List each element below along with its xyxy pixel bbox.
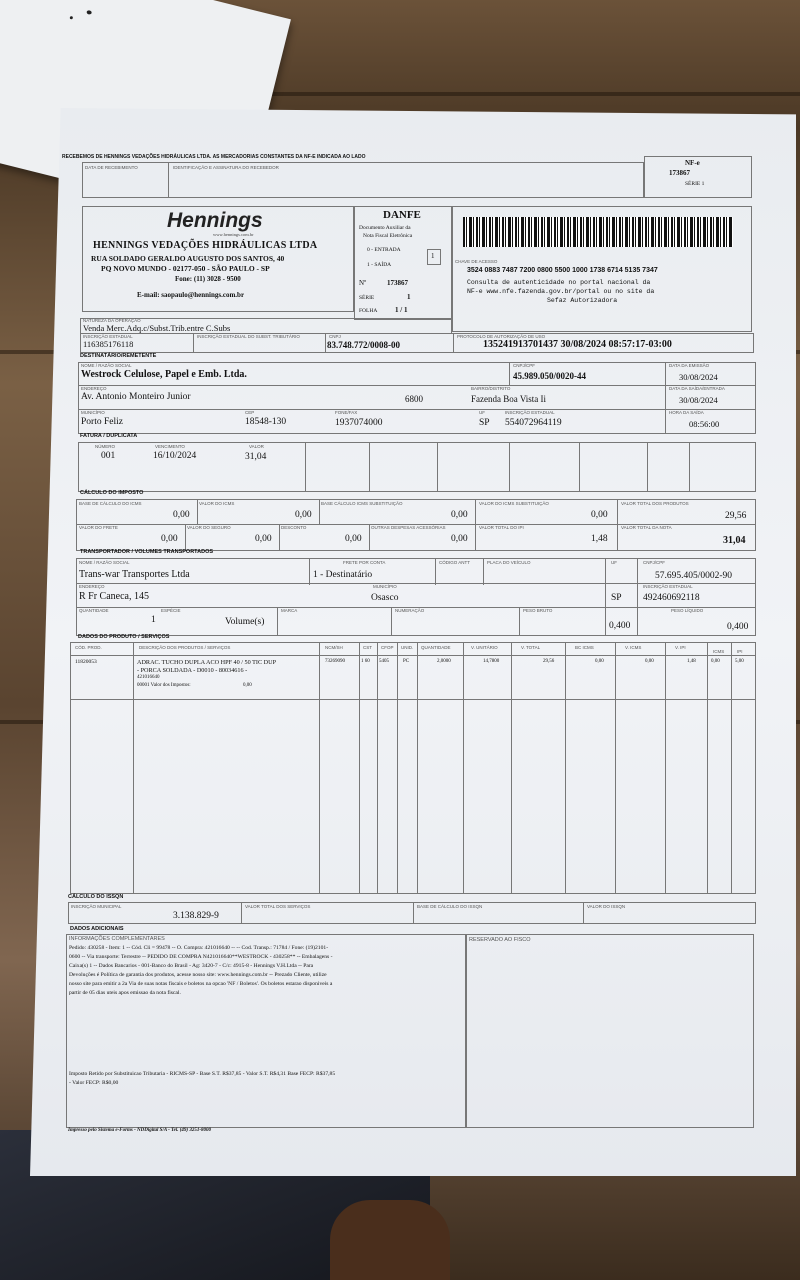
- col-cst: CST: [363, 645, 372, 650]
- products-section: DADOS DO PRODUTO / SERVIÇOS: [78, 634, 170, 640]
- row-cst: 1 60: [361, 659, 370, 664]
- protocol-label: PROTOCOLO DE AUTORIZAÇÃO DE USO: [457, 334, 546, 339]
- recipient-ie-label: INSCRIÇÃO ESTADUAL: [505, 410, 555, 415]
- transport-cnpj-label: CNPJ/CPF: [643, 560, 666, 565]
- transport-ie-label: INSCRIÇÃO ESTADUAL: [643, 584, 693, 589]
- recipient-time: 08:56:00: [689, 419, 720, 429]
- products-table: [70, 642, 756, 894]
- discount: 0,00: [345, 534, 362, 544]
- issuer-name: HENNINGS VEDAÇÕES HIDRÁULICAS LTDA: [93, 240, 318, 251]
- access-key-label: CHAVE DE ACESSO: [455, 259, 498, 264]
- recipient-ie: 554072964119: [505, 418, 562, 428]
- transport-section: TRANSPORTADOR / VOLUMES TRANSPORTADOS: [80, 549, 214, 555]
- recipient-address-label: ENDEREÇO: [81, 386, 107, 391]
- fisco-box: [466, 934, 754, 1128]
- issqn-im: 3.138.829-9: [173, 911, 219, 921]
- transport-gross: 0,400: [609, 621, 631, 631]
- additional-line: partir de 05 dias uteis apos emissao da nota fiscal.: [69, 990, 181, 996]
- st-line1: Imposto Retido por Substituicao Tributaria - RICMS-SP - Base S.T. R$37,85 - Valor S.T. R$4,31 Base FECP: R$37,85: [69, 1071, 336, 1077]
- row-qty: 2,0000: [437, 659, 451, 664]
- recipient-emission: 30/08/2024: [679, 372, 718, 382]
- row-icms: 0,00: [645, 659, 654, 664]
- gross-label: PESO BRUTO: [523, 608, 553, 613]
- col-aliq-ipi: IPI: [737, 649, 743, 654]
- col-qty: QUANTIDADE: [421, 645, 451, 650]
- col-code: CÓD. PROD.: [75, 645, 102, 650]
- danfe-document: [62, 150, 760, 1140]
- nfe-number: 173867: [669, 169, 690, 177]
- row-desc2: - PORCA SOLDADA - D0010 - 80034616 -: [137, 667, 248, 674]
- recipient-name: Westrock Celulose, Papel e Emb. Ltda.: [81, 369, 247, 380]
- transport-cnpj: 57.695.405/0002-90: [655, 571, 733, 581]
- invoice-due-label: VENCIMENTO: [155, 444, 185, 449]
- additional-section: DADOS ADICIONAIS: [70, 926, 124, 932]
- invoice-value-label: VALOR: [249, 444, 264, 449]
- time-label: HORA DA SAÍDA: [669, 410, 704, 415]
- emission-label: DATA DA EMISSÃO: [669, 363, 710, 368]
- issuer-logo: Hennings: [167, 209, 263, 232]
- antt-label: CÓDIGO ANTT: [439, 560, 471, 565]
- invoice-value: 31,04: [245, 452, 267, 462]
- taxes-section: CÁLCULO DO IMPOSTO: [80, 490, 144, 496]
- recipient-uf: SP: [479, 418, 490, 428]
- net-label: PESO LÍQUIDO: [671, 608, 704, 613]
- row-ncm: 73269090: [325, 659, 345, 664]
- nfe-stub: [644, 156, 752, 198]
- issqn-section: CÁLCULO DO ISSQN: [68, 894, 124, 900]
- recipient-phone: 1937074000: [335, 418, 383, 428]
- icms: 0,00: [295, 510, 312, 520]
- base-st-label: BASE CÁLCULO ICMS SUBSTITUIÇÃO: [321, 501, 403, 506]
- receipt-box: [82, 162, 644, 198]
- species-label: ESPÉCIE: [161, 608, 181, 613]
- transport-uf-label: UF: [611, 560, 617, 565]
- invoice-num: 001: [101, 451, 116, 461]
- phone-label: FONE/FAX: [335, 410, 358, 415]
- recipient-section: DESTINATÁRIO/REMETENTE: [80, 353, 157, 359]
- operation-nature: Venda Merc.Adq.c/Subst.Trib.entre C.Subs: [83, 323, 231, 333]
- nfe-label: NF-e: [685, 159, 700, 167]
- transport-city: Osasco: [371, 593, 399, 603]
- district-label: BAIRRO/DISTRITO: [471, 386, 511, 391]
- danfe-sheet-label: FOLHA: [359, 308, 378, 314]
- base-st: 0,00: [451, 510, 468, 520]
- products-total: 29,56: [725, 511, 747, 521]
- invoice-box: [78, 442, 756, 492]
- transport-net: 0,400: [727, 622, 749, 632]
- access-key-box: [452, 206, 752, 332]
- nfe-series: SÉRIE 1: [685, 181, 705, 187]
- transport-ie: 492460692118: [643, 593, 700, 603]
- additional-line: nosso site para emitir a 2a Via de suas notas fiscais e boletos na opcao 'NF / Boletos'. Os boletos estarao disponiveis a: [69, 981, 333, 987]
- invoice-due: 16/10/2024: [153, 451, 197, 461]
- issuer-address1: RUA SOLDADO GERALDO AUGUSTO DOS SANTOS, 40: [91, 254, 285, 263]
- danfe-subtitle2: Nota Fiscal Eletrônica: [363, 233, 413, 239]
- row-aliq-icms: 0,00: [711, 659, 720, 664]
- base-icms: 0,00: [173, 510, 190, 520]
- insurance-label: VALOR DO SEGURO: [187, 525, 231, 530]
- issqn-services-label: VALOR TOTAL DOS SERVIÇOS: [245, 904, 311, 909]
- col-unit: UNID.: [401, 645, 414, 650]
- operation-cnpj: 83.748.772/0008-00: [327, 340, 400, 350]
- additional-line: Pedido: 430258 - Item: 1 -- Cód. Cli = 99478 -- O. Compra: 421016640 -- -- Cod. Transp.: 71784 / Fone: (19)2101-: [69, 945, 329, 951]
- row-aliq-ipi: 5,00: [735, 659, 744, 664]
- col-aliq-icms: ICMS: [713, 649, 725, 654]
- additional-info-label: INFORMAÇÕES COMPLEMENTARES: [69, 936, 165, 942]
- protocol: 135241913701437 30/08/2024 08:57:17-03:00: [483, 339, 672, 350]
- icms-st-label: VALOR DO ICMS SUBSTITUIÇÃO: [479, 501, 549, 506]
- danfe-type-box: [427, 249, 441, 265]
- danfe-title: DANFE: [383, 209, 421, 221]
- row-desc4-value: 0,00: [243, 683, 252, 688]
- danfe-series: 1: [407, 293, 411, 301]
- row-unit: PC: [403, 659, 410, 664]
- receipt-date-label: DATA DE RECEBIMENTO: [85, 165, 138, 170]
- recipient-cep: 18548-130: [245, 417, 287, 427]
- invoice-total: 31,04: [723, 535, 746, 546]
- col-unit-value: V. UNITÁRIO: [471, 645, 498, 650]
- other: 0,00: [451, 534, 468, 544]
- col-icms: V. ICMS: [625, 645, 642, 650]
- danfe-subtitle1: Documento Auxiliar da: [359, 225, 411, 231]
- barcode-icon: [463, 217, 733, 247]
- additional-line: Devoluções é Política de garantia dos produtos, acesse nosso site: www.hennings.com.br -- Prezado Cliente, utilize: [69, 972, 327, 978]
- receipt-sign-label: IDENTIFICAÇÃO E ASSINATURA DO RECEBEDOR: [173, 165, 279, 170]
- recipient-name-label: NOME / RAZÃO SOCIAL: [81, 363, 132, 368]
- recipient-exit-date: 30/08/2024: [679, 395, 718, 405]
- products-label: VALOR TOTAL DOS PRODUTOS: [621, 501, 689, 506]
- row-code: 11820053: [75, 659, 97, 665]
- ie-label: INSCRIÇÃO ESTADUAL: [83, 334, 133, 339]
- fisco-label: RESERVADO AO FISCO: [469, 937, 531, 943]
- row-desc1: ADRAC. TUCHO DUPLA ACO HPF 40 / 50 TIC DUP: [137, 659, 277, 666]
- row-bc-icms: 0,00: [595, 659, 604, 664]
- exit-label: DATA DA SAÍDA/ENTRADA: [669, 386, 725, 391]
- operation-ids-box: [80, 333, 754, 353]
- operation-ie: 116385176118: [83, 339, 134, 349]
- freight-label: VALOR DO FRETE: [79, 525, 118, 530]
- consulta-line3: Sefaz Autorizadora: [547, 297, 618, 304]
- consulta-line1: Consulta de autenticidade no portal nacional da: [467, 279, 651, 286]
- print-footer: Impresso pelo Sistema e-Forms - NDDigital S/A - Tel. (49) 3251-8000: [68, 1128, 212, 1133]
- cep-label: CEP: [245, 410, 255, 415]
- danfe-type: 1: [431, 252, 435, 260]
- plate-label: PLACA DO VEÍCULO: [487, 560, 531, 565]
- col-cfop: CFOP: [381, 645, 394, 650]
- col-total: V. TOTAL: [521, 645, 541, 650]
- transport-name: Trans-war Transportes Ltda: [79, 569, 190, 580]
- row-ipi: 1,48: [687, 659, 696, 664]
- row-desc4: 00001 Valor dos Impostos:: [137, 683, 191, 688]
- operation-nature-box: [80, 318, 452, 334]
- uf-label: UF: [479, 410, 485, 415]
- danfe-entrada: 0 - ENTRADA: [367, 247, 401, 253]
- col-ipi: V. IPI: [675, 645, 686, 650]
- iest-label: INSCRIÇÃO ESTADUAL DO SUBST. TRIBUTÁRIO: [197, 334, 300, 339]
- transport-qty: 1: [151, 615, 156, 625]
- col-bc-icms: BC ICMS: [575, 645, 594, 650]
- additional-line: Caixa(s) 1 -- Dados Bancarios - 001-Banco do Brasil - Ag: 3420-7 - C/c: 4915-8 - Hennings V.H.Ltda -- Para: [69, 963, 314, 969]
- recipient-city: Porto Feliz: [81, 417, 123, 427]
- invoice-section: FATURA / DUPLICATA: [80, 433, 138, 439]
- freight: 0,00: [161, 534, 178, 544]
- transport-box: [76, 558, 756, 636]
- danfe-box: [354, 206, 452, 320]
- transport-freight-label: FRETE POR CONTA: [343, 560, 386, 565]
- recipient-number: 6800: [405, 394, 423, 404]
- danfe-sheet: 1 / 1: [395, 306, 408, 314]
- cnpj-label: CNPJ: [329, 334, 341, 339]
- recipient-cnpj-label: CNPJ/CPF: [513, 363, 536, 368]
- discount-label: DESCONTO: [281, 525, 307, 530]
- nature-label: NATUREZA DA OPERAÇÃO: [83, 318, 141, 323]
- issqn-value-label: VALOR DO ISSQN: [587, 904, 626, 909]
- sleeve-cuff: [330, 1200, 450, 1280]
- issuer-logo-url: www.hennings.com.br: [213, 232, 254, 237]
- issqn-base-label: BASE DE CÁLCULO DO ISSQN: [417, 904, 483, 909]
- base-icms-label: BASE DE CÁLCULO DO ICMS: [79, 501, 142, 506]
- consulta-line2: NF-e www.nfe.fazenda.gov.br/portal ou no site da: [467, 288, 655, 295]
- recipient-address: Av. Antonio Monteiro Junior: [81, 392, 191, 402]
- col-description: DESCRIÇÃO DOS PRODUTOS / SERVIÇOS: [139, 645, 231, 650]
- brand-label: MARCA: [281, 608, 298, 613]
- danfe-saida: 1 - SAÍDA: [367, 262, 392, 268]
- danfe-number-label: Nº: [359, 279, 367, 287]
- recipient-cnpj: 45.989.050/0020-44: [513, 371, 586, 381]
- danfe-series-label: SÉRIE: [359, 295, 375, 301]
- issqn-box: [68, 902, 756, 924]
- additional-line: 0600 -- Via transporte: Terrestre -- PEDIDO DE COMPRA N421016640**WESTROCK - 430258** -- Embalagens -: [69, 954, 333, 960]
- receipt-text: RECEBEMOS DE HENNINGS VEDAÇÕES HIDRÁULICAS LTDA. AS MERCADORIAS CONSTANTES DA NF-E INDICADA AO LADO: [62, 154, 366, 160]
- recipient-box: [78, 362, 756, 434]
- qty-label: QUANTIDADE: [79, 608, 109, 613]
- transport-name-label: NOME / RAZÃO SOCIAL: [79, 560, 130, 565]
- issuer-email: E-mail: saopaulo@hennings.com.br: [137, 291, 245, 299]
- issuer-address2: PQ NOVO MUNDO - 02177-050 - SÃO PAULO - SP: [101, 264, 270, 273]
- ipi: 1,48: [591, 534, 608, 544]
- row-total: 29,56: [543, 659, 555, 664]
- taxes-box: [76, 499, 756, 551]
- additional-info-box: [66, 934, 466, 1128]
- row-unit-value: 14,7800: [483, 659, 500, 664]
- issuer-box: [82, 206, 354, 312]
- transport-address: R Fr Caneca, 145: [79, 591, 149, 602]
- number-label: NUMERAÇÃO: [395, 608, 425, 613]
- col-ncm: NCM/SH: [325, 645, 343, 650]
- transport-species: Volume(s): [225, 617, 265, 627]
- issqn-im-label: INSCRIÇÃO MUNICIPAL: [71, 904, 122, 909]
- icms-label: VALOR DO ICMS: [199, 501, 235, 506]
- row-desc3: 421016640: [137, 675, 160, 680]
- icms-st: 0,00: [591, 510, 608, 520]
- ipi-label: VALOR TOTAL DO IPI: [479, 525, 524, 530]
- transport-freight: 1 - Destinatário: [313, 570, 373, 580]
- insurance: 0,00: [255, 534, 272, 544]
- st-line2: - Valor FECP: R$0,00: [69, 1080, 119, 1086]
- city-label: MUNICÍPIO: [81, 410, 105, 415]
- issuer-phone: Fone: (11) 3028 - 9500: [175, 275, 241, 283]
- danfe-number: 173867: [387, 279, 408, 287]
- transport-city-label: MUNICÍPIO: [373, 584, 397, 589]
- invoice-num-label: NÚMERO: [95, 444, 115, 449]
- total-label: VALOR TOTAL DA NOTA: [621, 525, 672, 530]
- other-label: OUTRAS DESPESAS ACESSÓRIAS: [371, 525, 446, 530]
- row-cfop: 5405: [379, 659, 389, 664]
- access-key: 3524 0883 7487 7200 0800 5500 1000 1738 6714 5135 7347: [467, 267, 658, 274]
- transport-address-label: ENDEREÇO: [79, 584, 105, 589]
- transport-uf: SP: [611, 593, 622, 603]
- recipient-district: Fazenda Boa Vista Ii: [471, 394, 547, 404]
